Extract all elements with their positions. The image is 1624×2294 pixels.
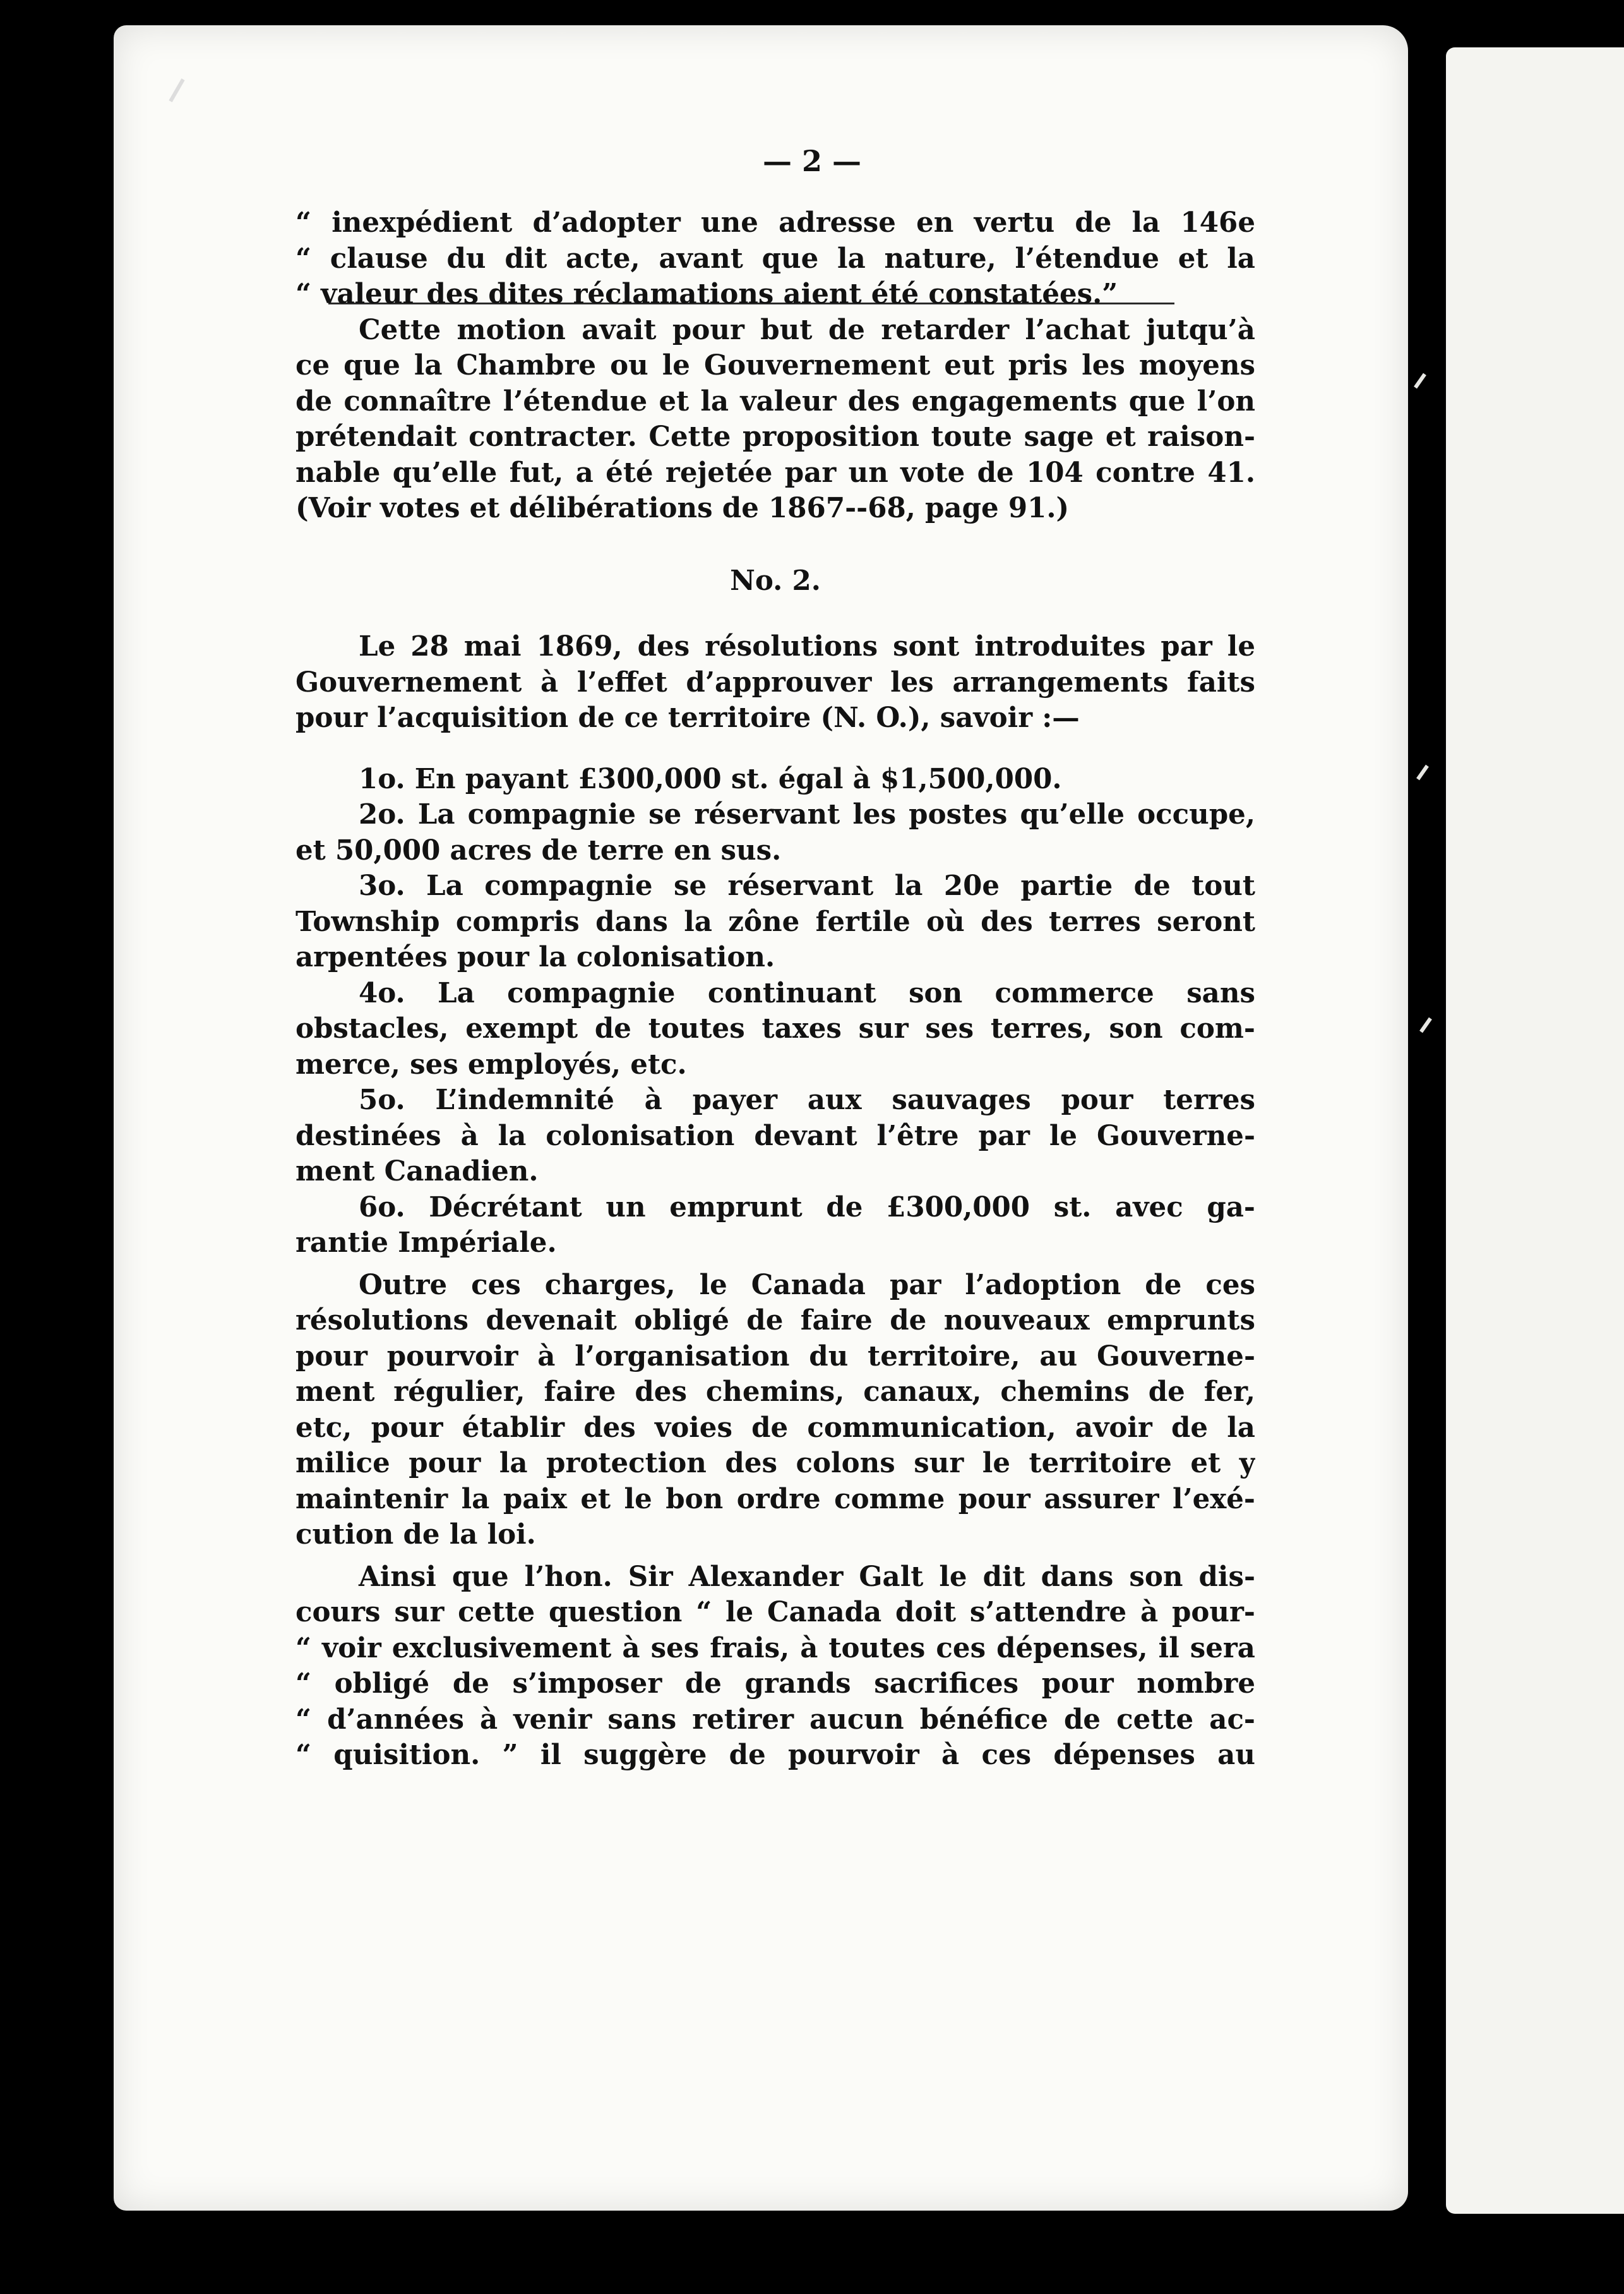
text-line: “ valeur des dites réclamations aient été constatées.”	[296, 278, 1118, 310]
text-line: prétendait contracter. Cette proposition toute sage et raison-	[296, 421, 1255, 453]
text-line: maintenir la paix et le bon ordre comme pour assurer l’exé-	[296, 1482, 1255, 1515]
list-item: 1o. En payant £300,000 st. égal à $1,500,000.	[359, 762, 1062, 795]
text-line: milice pour la protection des colons sur le territoire et y	[296, 1447, 1255, 1479]
text-line: “ voir exclusivement à ses frais, à toutes ces dépenses, il sera	[296, 1631, 1255, 1664]
text-line: pour l’acquisition de ce territoire (N. O.), savoir :—	[296, 702, 1080, 734]
page-number: — 2 —	[762, 144, 862, 178]
text-line: rantie Impériale.	[296, 1227, 557, 1259]
text-line: (Voir votes et délibérations de 1867--68, page 91.)	[296, 492, 1070, 524]
text-line: arpentées pour la colonisation.	[296, 941, 775, 973]
text-line: merce, ses employés, etc.	[296, 1048, 687, 1081]
text-line: “ d’années à venir sans retirer aucun bénéfice de cette ac-	[296, 1703, 1255, 1736]
text-line: “ obligé de s’imposer de grands sacrifices pour nombre	[296, 1667, 1255, 1700]
section-heading: No. 2.	[730, 564, 821, 597]
list-item: 3o. La compagnie se réservant la 20e partie de tout	[359, 870, 1255, 902]
text-line: Ainsi que l’hon. Sir Alexander Galt le dit dans son dis-	[359, 1560, 1255, 1593]
adjacent-page-edge	[1446, 47, 1624, 2214]
text-line: Township compris dans la zône fertile où des terres seront	[296, 905, 1255, 938]
list-item: 6o. Décrétant un emprunt de £300,000 st. avec ga-	[359, 1191, 1255, 1223]
text-line: destinées à la colonisation devant l’être par le Gouverne-	[296, 1119, 1255, 1152]
text-line: Outre ces charges, le Canada par l’adoption de ces	[359, 1268, 1255, 1301]
text-line: ce que la Chambre ou le Gouvernement eut pris les moyens	[296, 349, 1255, 381]
text-line: obstacles, exempt de toutes taxes sur ses terres, son com-	[296, 1012, 1255, 1045]
text-line: etc, pour établir des voies de communication, avoir de la	[296, 1411, 1255, 1444]
text-line: Cette motion avait pour but de retarder l’achat jutqu’à	[359, 313, 1255, 346]
scan-speck	[1416, 765, 1429, 781]
scan-speck	[1419, 1018, 1432, 1033]
text-line: ment Canadien.	[296, 1155, 539, 1187]
text-line: résolutions devenait obligé de faire de nouveaux emprunts	[296, 1304, 1255, 1336]
text-line: cution de la loi.	[296, 1518, 536, 1551]
text-line: nable qu’elle fut, a été rejetée par un vote de 104 contre 41.	[296, 456, 1255, 489]
body-text	[296, 205, 1255, 1774]
scan-speck	[1414, 373, 1426, 389]
text-line: Le 28 mai 1869, des résolutions sont introduites par le	[359, 630, 1255, 663]
text-line: pour pourvoir à l’organisation du territoire, au Gouverne-	[296, 1340, 1255, 1372]
text-line: cours sur cette question “ le Canada doit s’attendre à pour-	[296, 1596, 1255, 1628]
text-line: “ inexpédient d’adopter une adresse en vertu de la 146e	[296, 207, 1255, 239]
text-line: ment régulier, faire des chemins, canaux, chemins de fer,	[296, 1376, 1255, 1408]
list-item: 4o. La compagnie continuant son commerce sans	[359, 976, 1255, 1009]
list-item: 5o. L’indemnité à payer aux sauvages pour terres	[359, 1084, 1255, 1116]
text-line: Gouvernement à l’effet d’approuver les arrangements faits	[296, 666, 1255, 699]
text-line: “ quisition. ” il suggère de pourvoir à ces dépenses au	[296, 1739, 1255, 1771]
list-item: 2o. La compagnie se réservant les postes qu’elle occupe,	[359, 798, 1255, 831]
text-line: et 50,000 acres de terre en sus.	[296, 834, 782, 867]
text-line: de connaître l’étendue et la valeur des engagements que l’on	[296, 385, 1255, 417]
text-line: “ clause du dit acte, avant que la nature, l’étendue et la	[296, 242, 1255, 275]
